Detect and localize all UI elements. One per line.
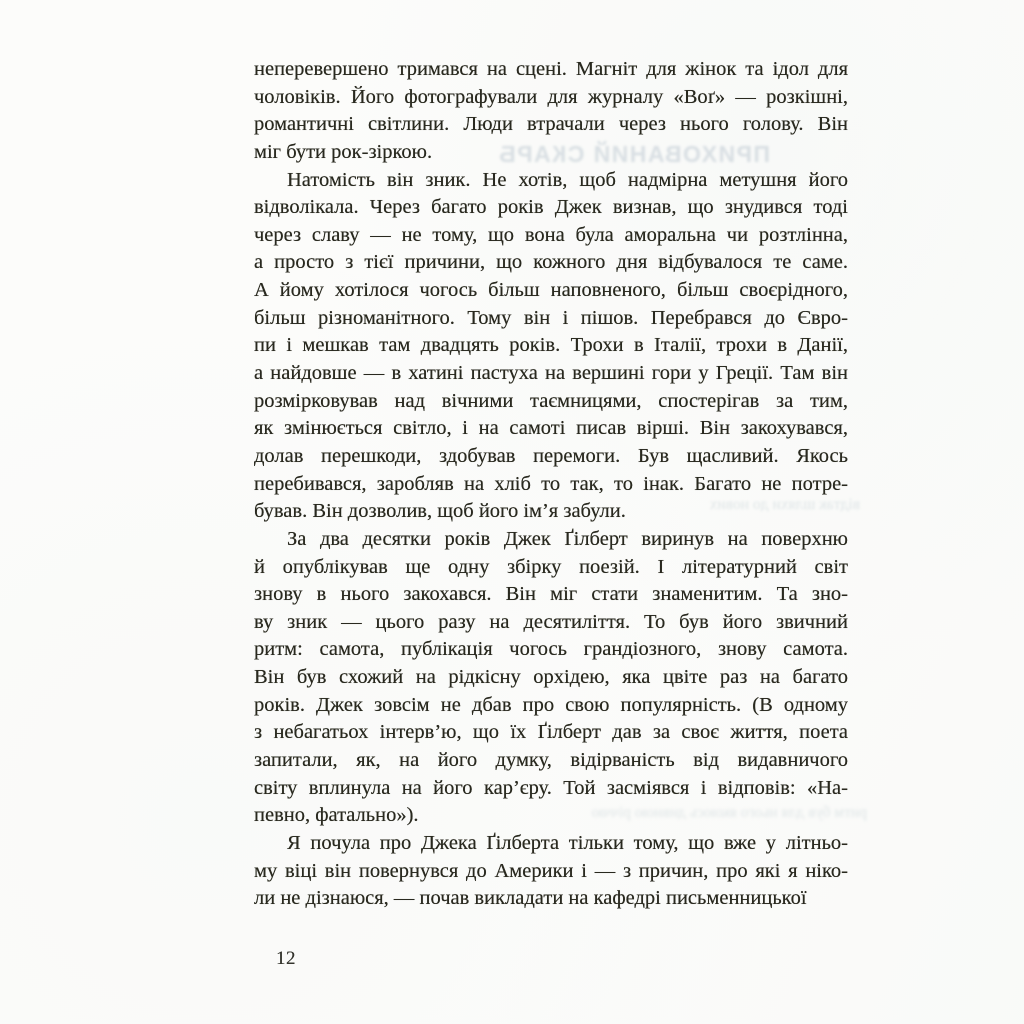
text-line: розмірковував над вічними таємницями, спостерігав за тим, (254, 389, 848, 412)
text-line: А йому хотілося чогось більш наповненого, більш своєрідного, (254, 279, 848, 302)
text-line: знову в нього закохався. Він міг стати знаменитим. Та зно- (254, 583, 848, 606)
text-line: За два десятки років Джек Ґілберт виринув на поверхню (287, 527, 848, 550)
text-line: перебивався, заробляв на хліб то так, то інак. Багато не потре- (254, 472, 848, 495)
text-line: запитали, як, на його думку, відірваність від видавничого (254, 749, 848, 772)
text-line: пи і мешкав там двадцять років. Трохи в Італії, трохи в Данії, (254, 334, 848, 357)
text-line: а просто з тієї причини, що кожного дня відбувалося те саме. (254, 251, 848, 274)
text-line: Він був схожий на рідкісну орхідею, яка цвіте раз на багато (254, 666, 848, 689)
showthrough-text: відтак шляхи до нових (709, 496, 860, 513)
text-line: Я почула про Джека Ґілберта тільки тому, що вже у літньо- (287, 831, 848, 854)
text-line: з небагатьох інтерв’ю, що їх Ґілберт дав за своє життя, поета (254, 721, 848, 744)
text-line: через славу — не тому, що вона була аморальна чи розтлінна, (254, 223, 848, 246)
text-line: ли не дізнаюся, — почав викладати на кафедрі письменницької (254, 887, 807, 910)
text-line: й опублікував ще одну збірку поезій. І літературний світ (254, 555, 848, 578)
showthrough-heading-text: ПРИХОВАНИЙ СКАРБ (497, 141, 770, 167)
text-line: чоловіків. Його фотографували для журналу «Воґ» — розкішні, (254, 85, 848, 108)
text-line: романтичні світлини. Люди втрачали через нього голову. Він (254, 113, 848, 136)
text-line: му віці він повернувся до Америки і — з причин, про які я ніко- (254, 859, 848, 882)
page-number: 12 (276, 948, 296, 969)
text-line: долав перешкоди, здобував перемоги. Був щасливий. Якось (254, 444, 848, 467)
showthrough-text: ритм був для нього якоюсь дивною річчю (591, 804, 867, 821)
text-line: певно, фатально»). (254, 804, 419, 827)
text-line: ву зник — цього разу на десятиліття. То був його звичний (254, 610, 848, 633)
text-line: неперевершено тримався на сцені. Магніт для жінок та ідол для (254, 58, 848, 80)
text-line: бував. Він дозволив, щоб його ім’я забули. (254, 500, 626, 523)
text-line: Натомість він зник. Не хотів, щоб надмірна метушня його (287, 168, 848, 191)
text-line: світу вплинула на його кар’єру. Той засміявся і відповів: «На- (254, 776, 848, 799)
text-line: відволікала. Через багато років Джек визнав, що знудився тоді (254, 196, 848, 219)
text-line: більш різноманітного. Тому він і пішов. Перебрався до Євро- (254, 306, 848, 329)
text-line: міг бути рок-зіркою. (254, 140, 433, 163)
text-line: як змінюється світло, і на самоті писав вірші. Він закохувався, (254, 417, 848, 440)
text-line: років. Джек зовсім не дбав про свою популярність. (В одному (254, 693, 848, 716)
text-line: ритм: самота, публікація чогось грандіозного, знову самота. (254, 638, 848, 661)
text-block (254, 56, 848, 913)
text-line: а найдовше — в хатині пастуха на вершині гори у Греції. Там він (254, 362, 848, 385)
